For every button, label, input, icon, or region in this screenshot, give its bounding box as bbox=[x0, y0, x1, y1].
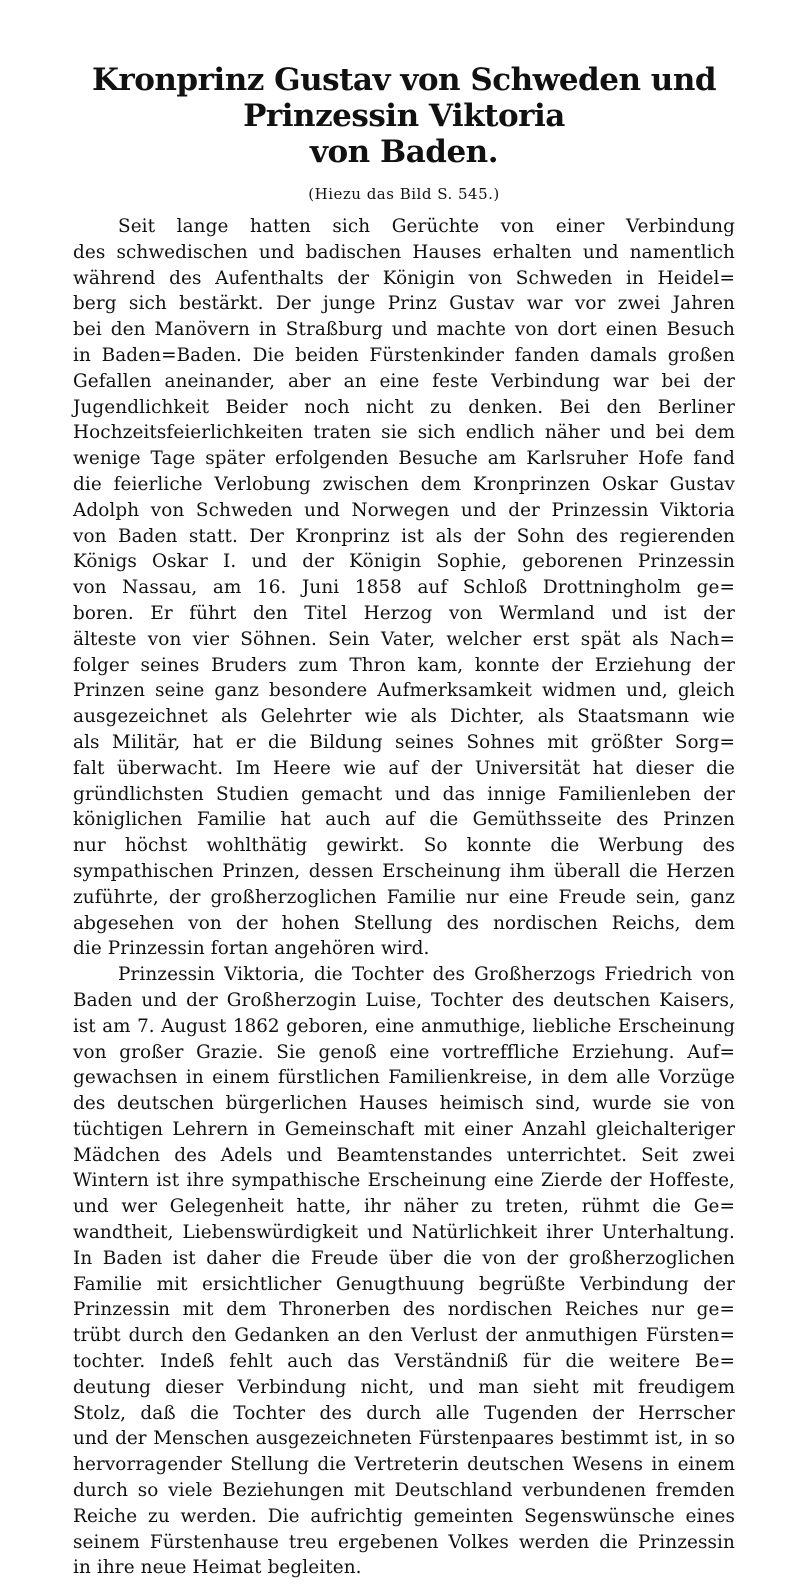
text-line: Hochzeitsfeierlichkeiten traten sie sich endlich näher und bei dem bbox=[73, 422, 735, 444]
text-line: ist am 7. August 1862 geboren, eine anmuthige, liebliche Erscheinung bbox=[73, 1015, 735, 1037]
text-line: abgesehen von der hohen Stellung des nordischen Reichs, dem bbox=[73, 912, 735, 934]
text-line: wenige Tage später erfolgenden Besuche am Karlsruher Hofe fand bbox=[73, 448, 735, 470]
paragraph-1 bbox=[73, 214, 735, 962]
text-line: In Baden ist daher die Freude über die von der großherzoglichen bbox=[73, 1247, 735, 1269]
text-line: und wer Gelegenheit hatte, ihr näher zu treten, rühmt die Ge= bbox=[73, 1196, 735, 1218]
text-line: zuführte, der großherzoglichen Familie nur eine Freude sein, ganz bbox=[73, 886, 735, 908]
image-reference-caption: (Hiezu das Bild S. 545.) bbox=[308, 185, 500, 203]
text-line: sympathischen Prinzen, dessen Erscheinung ihm überall die Herzen bbox=[73, 860, 735, 882]
text-line: in Baden=Baden. Die beiden Fürstenkinder fanden damals großen bbox=[73, 344, 735, 366]
text-line: trübt durch den Gedanken an den Verlust der anmuthigen Fürsten= bbox=[73, 1325, 735, 1347]
text-line: Stolz, daß die Tochter des durch alle Tugenden der Herrscher bbox=[73, 1402, 735, 1424]
text-line: Adolph von Schweden und Norwegen und der Prinzessin Viktoria bbox=[73, 499, 735, 521]
text-line: berg sich bestärkt. Der junge Prinz Gustav war vor zwei Jahren bbox=[73, 293, 735, 315]
text-line: gründlichsten Studien gemacht und das innige Familienleben der bbox=[73, 783, 735, 805]
text-line: und der Menschen ausgezeichneten Fürstenpaares bestimmt ist, in so bbox=[73, 1428, 735, 1450]
text-line: Baden und der Großherzogin Luise, Tochter des deutschen Kaisers, bbox=[73, 989, 735, 1011]
text-line: als Militär, hat er die Bildung seines Sohnes mit größter Sorg= bbox=[73, 731, 735, 753]
text-line: die Prinzessin fortan angehören wird. bbox=[73, 938, 430, 960]
text-line: Jugendlichkeit Beider noch nicht zu denken. Bei den Berliner bbox=[73, 396, 735, 418]
text-line: in ihre neue Heimat begleiten. bbox=[73, 1557, 362, 1579]
text-line: tochter. Indeß fehlt auch das Verständniß für die weitere Be= bbox=[73, 1351, 735, 1373]
text-line: seinem Fürstenhause treu ergebenen Volkes werden die Prinzessin bbox=[73, 1531, 735, 1553]
article-title-line-2: von Baden. bbox=[309, 134, 499, 170]
text-line: älteste von vier Söhnen. Sein Vater, welcher erst spät als Nach= bbox=[73, 628, 735, 650]
text-line: gewachsen in einem fürstlichen Familienkreise, in dem alle Vorzüge bbox=[73, 1067, 735, 1089]
text-line: folger seines Bruders zum Thron kam, konnte der Erziehung der bbox=[73, 654, 735, 676]
article-title-line-1: Kronprinz Gustav von Schweden und Prinzessin Viktoria bbox=[91, 62, 717, 134]
text-line: falt überwacht. Im Heere wie auf der Universität hat dieser die bbox=[73, 757, 735, 779]
article-title bbox=[73, 62, 735, 170]
text-line: boren. Er führt den Titel Herzog von Wermland und ist der bbox=[73, 602, 735, 624]
text-line: bei den Manövern in Straßburg und machte von dort einen Besuch bbox=[73, 319, 735, 341]
article bbox=[73, 62, 735, 1581]
text-line: Prinzessin Viktoria, die Tochter des Großherzogs Friedrich von bbox=[118, 964, 735, 986]
text-line: des deutschen bürgerlichen Hauses heimisch sind, wurde sie von bbox=[73, 1093, 735, 1115]
text-line: die feierliche Verlobung zwischen dem Kronprinzen Oskar Gustav bbox=[73, 473, 735, 495]
text-line: Königs Oskar I. und der Königin Sophie, geborenen Prinzessin bbox=[73, 551, 735, 573]
text-line: von Baden statt. Der Kronprinz ist als der Sohn des regierenden bbox=[73, 525, 735, 547]
text-line: durch so viele Beziehungen mit Deutschland verbundenen fremden bbox=[73, 1480, 735, 1502]
text-line: königlichen Familie hat auch auf die Gemüthsseite des Prinzen bbox=[73, 809, 735, 831]
paragraph-2 bbox=[73, 962, 735, 1581]
text-line: tüchtigen Lehrern in Gemeinschaft mit einer Anzahl gleichalteriger bbox=[73, 1118, 735, 1140]
text-line: wandtheit, Liebenswürdigkeit und Natürlichkeit ihrer Unterhaltung. bbox=[73, 1222, 735, 1244]
text-line: von großer Grazie. Sie genoß eine vortreffliche Erziehung. Auf= bbox=[73, 1041, 735, 1063]
text-line: Seit lange hatten sich Gerüchte von einer Verbindung bbox=[118, 216, 735, 237]
text-line: Prinzessin mit dem Thronerben des nordischen Reiches nur ge= bbox=[73, 1299, 735, 1321]
text-line: Reiche zu werden. Die aufrichtig gemeinten Segenswünsche eines bbox=[73, 1505, 735, 1527]
text-line: hervorragender Stellung die Vertreterin deutschen Wesens in einem bbox=[73, 1454, 735, 1476]
text-line: Gefallen aneinander, aber an eine feste Verbindung war bei der bbox=[73, 370, 735, 392]
text-line: Prinzen seine ganz besondere Aufmerksamkeit widmen und, gleich bbox=[73, 680, 735, 702]
text-line: des schwedischen und badischen Hauses erhalten und namentlich bbox=[73, 241, 735, 263]
text-line: deutung dieser Verbindung nicht, und man sieht mit freudigem bbox=[73, 1376, 735, 1398]
text-line: nur höchst wohlthätig gewirkt. So konnte die Werbung des bbox=[73, 835, 735, 857]
text-line: ausgezeichnet als Gelehrter wie als Dichter, als Staatsmann wie bbox=[73, 706, 735, 728]
text-line: von Nassau, am 16. Juni 1858 auf Schloß Drottningholm ge= bbox=[73, 577, 735, 599]
text-line: während des Aufenthalts der Königin von Schweden in Heidel= bbox=[73, 267, 735, 289]
text-line: Mädchen des Adels und Beamtenstandes unterrichtet. Seit zwei bbox=[73, 1144, 735, 1166]
text-line: Wintern ist ihre sympathische Erscheinung eine Zierde der Hoffeste, bbox=[73, 1170, 735, 1192]
text-line: Familie mit ersichtlicher Genugthuung begrüßte Verbindung der bbox=[73, 1273, 735, 1295]
article-body bbox=[73, 214, 735, 1581]
